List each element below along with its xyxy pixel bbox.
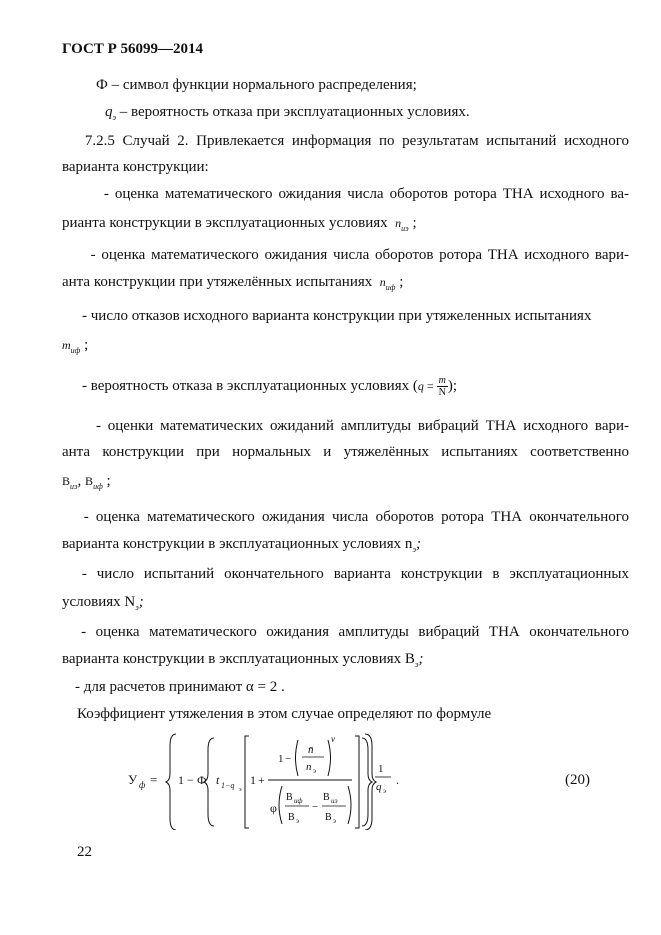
formula-nu: ν — [331, 734, 335, 744]
paragraph-line: 7.2.5 Случай 2. Привлекается информация по результатам испытаний исходного — [84, 133, 629, 149]
brace-right-inner — [362, 738, 372, 826]
bracket-left — [245, 736, 249, 828]
paragraph-line: - оценка математического ожидания амплитуды вибраций ТНА окончательного — [81, 624, 630, 640]
paragraph-line: - число испытаний окончательного варианта конструкции в эксплуатационных — [81, 566, 629, 582]
formula-one-c: 1 — [278, 753, 284, 765]
paragraph-line: варианта конструкции: — [62, 159, 209, 175]
text-line: Ф – символ функции нормального распределения; — [96, 77, 417, 93]
page-number: 22 — [77, 844, 92, 860]
paragraph-line: условиях $N_э$; — [62, 594, 144, 612]
paragraph-line: - число отказов исходного варианта конструкции при утяжеленных испытаниях — [82, 308, 592, 324]
formula-t-sub: 1−q — [221, 781, 235, 790]
brace-left-outer — [166, 734, 176, 830]
formula-20 — [128, 730, 408, 830]
formula-q-e: q — [376, 781, 382, 793]
bracket-right — [355, 736, 359, 828]
paragraph-line: - оценка математического ожидания числа оборотов ротора ТНА окончательного — [83, 509, 629, 525]
formula-phi-small: φ — [270, 801, 277, 815]
paragraph-line: - для расчетов принимают α = 2 . — [75, 679, 285, 695]
formula-q-e-sub: э — [383, 787, 387, 795]
formula-one-b: 1 — [250, 773, 256, 787]
paren-left-nu — [296, 740, 299, 776]
paragraph-line: Коэффициент утяжеления в этом случае определяют по формуле — [77, 706, 492, 722]
formula-B-e2: B — [325, 812, 332, 823]
paragraph-line: анта конструкции при утяжелённых испытаниях $n_{uф}$ ; — [62, 274, 404, 292]
formula-minus-a: − — [187, 773, 194, 787]
formula-one-d: 1 — [378, 763, 384, 775]
formula-B-e1: B — [288, 812, 295, 823]
equation-number: (20) — [565, 772, 590, 788]
formula-t-sub2: э — [239, 787, 242, 793]
paragraph-line: рианта конструкции в эксплуатационных условиях $n_{uэ}$ ; — [62, 215, 417, 233]
formula-tail: . — [396, 773, 399, 787]
paragraph-line: варианта конструкции в эксплуатационных условиях $n_э$; — [62, 536, 421, 554]
formula-B-e1-sub: э — [296, 817, 300, 825]
formula-B-ue: B — [323, 792, 330, 803]
formula-equals: = — [150, 772, 158, 787]
paragraph-line: $m_{uф}$ ; — [62, 337, 89, 355]
paragraph-line: - оценки математических ожиданий амплитуды вибраций ТНА исходного вари- — [95, 418, 629, 434]
formula-t: t — [216, 773, 220, 787]
formula-B-e2-sub: э — [333, 817, 337, 825]
formula-lhs-sub: ф — [139, 780, 146, 790]
paren-right-b — [348, 786, 351, 824]
paragraph-line: - вероятность отказа в эксплуатационных условиях (q = $\frac{m}{N}$ ); — [82, 375, 458, 398]
brace-right-outer — [365, 734, 376, 830]
formula-lhs: У — [128, 772, 138, 787]
paren-right-nu — [328, 740, 331, 776]
paragraph-line: $B_{uэ}$, $B_{uф}$ ; — [62, 473, 111, 491]
formula-minus-c: − — [285, 753, 292, 765]
paren-left-b — [279, 786, 282, 824]
formula-phi-big: Ф — [197, 773, 207, 787]
formula-B-uf: B — [286, 792, 293, 803]
paragraph-line: варианта конструкции в эксплуатационных условиях $B_э$; — [62, 651, 424, 669]
paragraph-line: - оценка математического ожидания числа оборотов ротора ТНА исходного ва- — [97, 186, 629, 202]
formula-plus: + — [258, 773, 265, 787]
formula-B-uf-sub: uф — [294, 797, 303, 805]
formula-n-e: n — [306, 761, 312, 773]
text-line: $q_э$ – вероятность отказа при эксплуатационных условиях. — [105, 104, 470, 122]
formula-n-e-sub: э — [313, 767, 317, 775]
formula-n-bar: n̄ — [308, 744, 314, 756]
paragraph-line: - оценка математического ожидания числа оборотов ротора ТНА исходного вари- — [90, 247, 629, 263]
formula-minus-b: − — [312, 801, 319, 813]
formula-B-ue-sub: uэ — [331, 797, 338, 805]
document-header: ГОСТ Р 56099—2014 — [62, 41, 204, 57]
paragraph-line: анта конструкции при нормальных и утяжелённых испытаниях соответственно — [62, 444, 629, 460]
formula-one-a: 1 — [178, 773, 184, 787]
